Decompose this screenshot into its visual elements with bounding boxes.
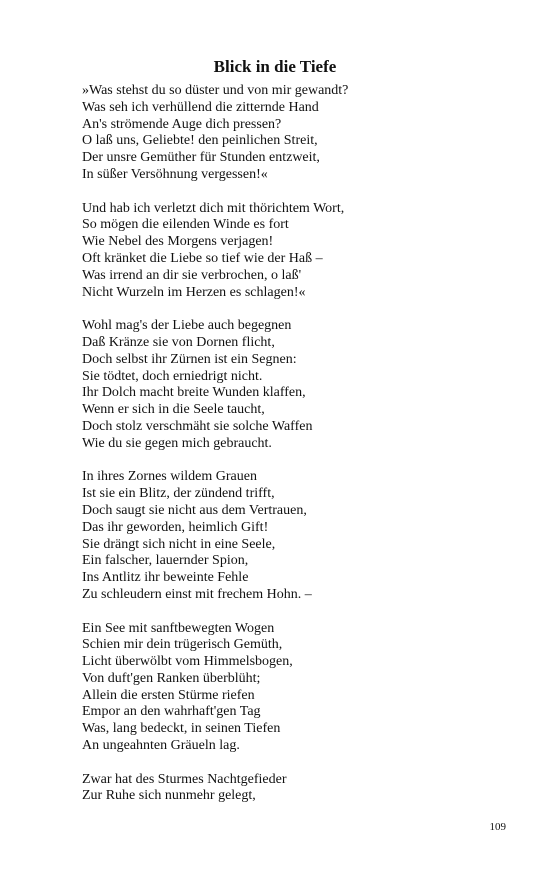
poem-title: Blick in die Tiefe — [213, 57, 337, 76]
poem-line: O laß uns, Geliebte! den peinlichen Streit, — [82, 133, 318, 149]
poem-line: Ins Antlitz ihr beweinte Fehle — [82, 570, 249, 586]
poem-line: Oft kränket die Liebe so tief wie der Haß – — [82, 250, 323, 266]
poem-line: Nicht Wurzeln im Herzen es schlagen!« — [82, 284, 306, 300]
poem-line: Zwar hat des Sturmes Nachtgefieder — [82, 771, 287, 787]
poem-line: Ihr Dolch macht breite Wunden klaffen, — [82, 385, 306, 401]
poem-line: Sie tödtet, doch erniedrigt nicht. — [82, 368, 263, 384]
poem-line: Sie drängt sich nicht in eine Seele, — [82, 536, 276, 552]
poem-line: Ist sie ein Blitz, der zündend trifft, — [82, 486, 275, 502]
poem-line: Und hab ich verletzt dich mit thörichtem Wort, — [82, 200, 345, 216]
poem-line: Ein See mit sanftbewegten Wogen — [82, 620, 275, 636]
poem-line: Daß Kränze sie von Dornen flicht, — [82, 334, 275, 350]
stanza-5 — [82, 621, 512, 755]
poem-line: »Was stehst du so düster und von mir gewandt? — [82, 83, 349, 98]
stanza-4 — [82, 469, 512, 603]
stanza-6 — [82, 772, 512, 806]
poem-line: Doch stolz verschmäht sie solche Waffen — [82, 418, 313, 434]
stanza-1 — [82, 83, 512, 184]
page-number: 109 — [489, 821, 506, 833]
poem-line: So mögen die eilenden Winde es fort — [82, 217, 289, 233]
poem-line: Was irrend an dir sie verbrochen, o laß' — [82, 267, 302, 283]
poem-line: Doch selbst ihr Zürnen ist ein Segnen: — [82, 351, 297, 367]
poem-line: Das ihr geworden, heimlich Gift! — [82, 519, 269, 535]
poem-line: Der unsre Gemüther für Stunden entzweit, — [82, 150, 320, 166]
poem-line: In süßer Versöhnung vergessen!« — [82, 166, 268, 182]
poem-line: An ungeahnten Gräueln lag. — [82, 738, 240, 754]
stanza-3 — [82, 318, 512, 452]
poem-line: Licht überwölbt vom Himmelsbogen, — [82, 654, 293, 670]
poem-line: Zu schleudern einst mit frechem Hohn. – — [82, 586, 312, 602]
poem-line: Wenn er sich in die Seele taucht, — [82, 402, 265, 418]
poem-line: Was, lang bedeckt, in seinen Tiefen — [82, 721, 281, 737]
poem-line: Schien mir dein trügerisch Gemüth, — [82, 637, 283, 653]
poem-line: Empor an den wahrhaft'gen Tag — [82, 704, 261, 720]
poem-line: Ein falscher, lauernder Spion, — [82, 553, 249, 569]
poem-body — [82, 83, 512, 822]
poem-line: Doch saugt sie nicht aus dem Vertrauen, — [82, 502, 307, 518]
poem-line: Allein die ersten Stürme riefen — [82, 687, 255, 703]
stanza-2 — [82, 201, 512, 302]
poem-line: Wie Nebel des Morgens verjagen! — [82, 234, 274, 250]
poem-line: Zur Ruhe sich nunmehr gelegt, — [82, 788, 256, 804]
poem-line: Was seh ich verhüllend die zitternde Hand — [82, 99, 319, 115]
poem-line: In ihres Zornes wildem Grauen — [82, 469, 257, 485]
poem-line: An's strömende Auge dich pressen? — [82, 116, 282, 132]
poem-line: Wie du sie gegen mich gebraucht. — [82, 435, 272, 451]
poem-line: Wohl mag's der Liebe auch begegnen — [82, 318, 292, 334]
poem-line: Von duft'gen Ranken überblüht; — [82, 670, 261, 686]
